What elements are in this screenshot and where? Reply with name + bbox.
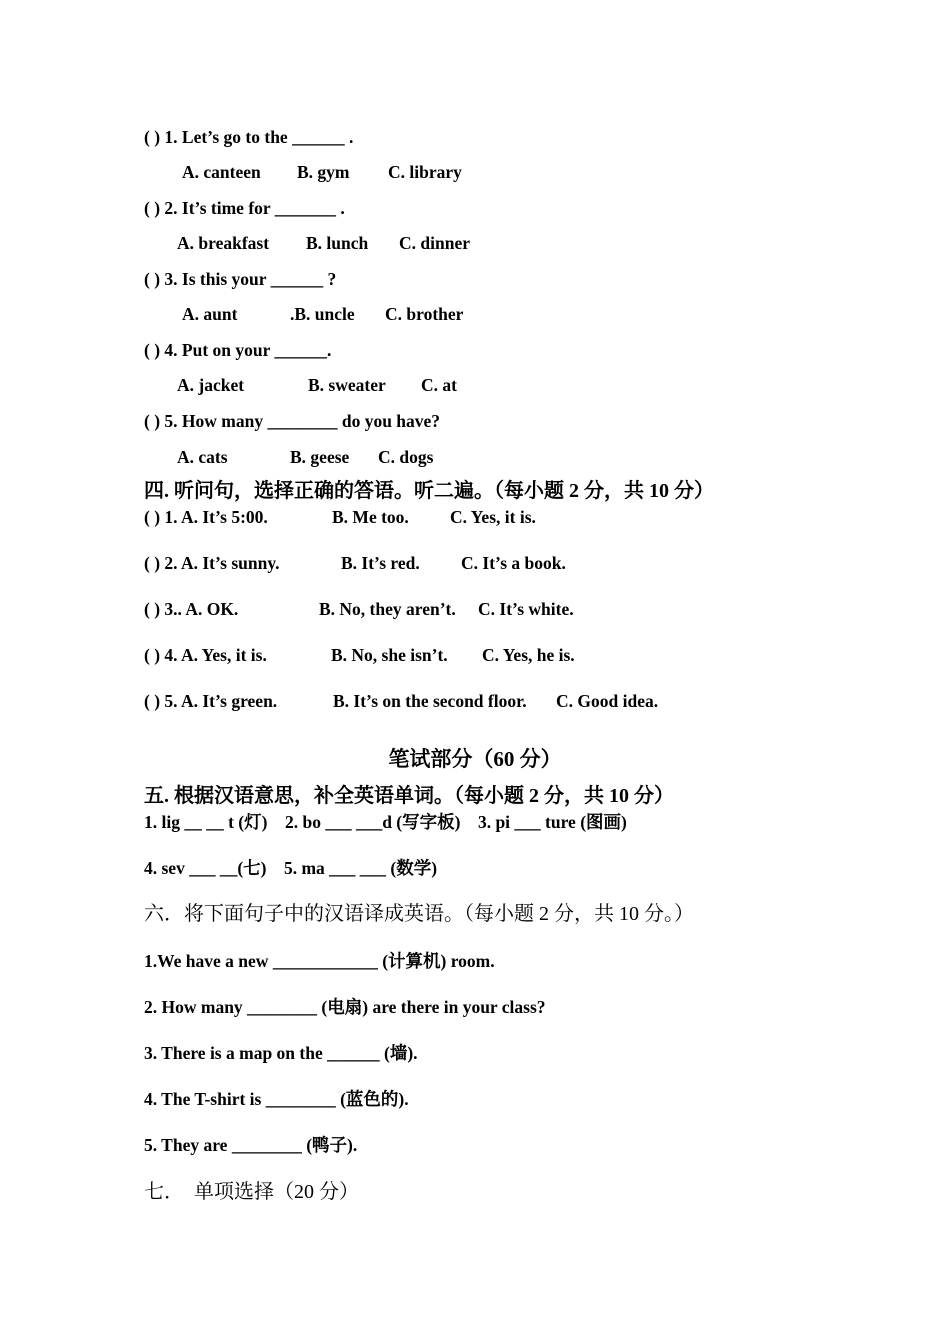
q3-1-option-c: C. library: [388, 162, 462, 182]
q4-1-option-a: ( ) 1. A. It’s 5:00.: [144, 507, 268, 527]
q3-3-option-b: .B. uncle: [290, 304, 355, 324]
section-5-heading: 五. 根据汉语意思，补全英语单词。（每小题 2 分，共 10 分）: [144, 785, 674, 807]
q3-5-stem: ( ) 5. How many ________ do you have?: [144, 411, 441, 431]
q4-3-option-b: B. No, they aren’t.: [319, 599, 456, 619]
q4-4-option-c: C. Yes, he is.: [482, 645, 575, 665]
section-6-item-2: 2. How many ________ (电扇) are there in your class?: [144, 997, 546, 1017]
q4-4-option-a: ( ) 4. A. Yes, it is.: [144, 645, 267, 665]
q4-3-option-a: ( ) 3.. A. OK.: [144, 599, 239, 619]
q3-5-option-c: C. dogs: [378, 447, 434, 467]
q3-3-option-c: C. brother: [385, 304, 464, 324]
q4-1-option-c: C. Yes, it is.: [450, 507, 536, 527]
section-4-heading: 四. 听问句，选择正确的答语。听二遍。（每小题 2 分，共 10 分）: [144, 480, 714, 502]
q3-2-stem: ( ) 2. It’s time for _______ .: [144, 198, 345, 218]
q4-2-option-b: B. It’s red.: [341, 553, 420, 573]
q3-1-option-b: B. gym: [297, 162, 350, 182]
q3-1-stem: ( ) 1. Let’s go to the ______ .: [144, 127, 354, 147]
q3-4-option-a: A. jacket: [177, 375, 245, 395]
q3-3-option-a: A. aunt: [182, 304, 238, 324]
q3-4-option-b: B. sweater: [308, 375, 386, 395]
q4-2-option-a: ( ) 2. A. It’s sunny.: [144, 553, 280, 573]
q3-1-option-a: A. canteen: [182, 162, 261, 182]
q3-2-option-a: A. breakfast: [177, 233, 270, 253]
q4-5-option-a: ( ) 5. A. It’s green.: [144, 691, 278, 711]
q3-4-stem: ( ) 4. Put on your ______.: [144, 340, 332, 360]
section-5-row-1: 1. lig __ __ t (灯) 2. bo ___ ___d (写字板) 3. pi ___ ture (图画): [144, 812, 627, 832]
section-6-item-1: 1.We have a new ____________ (计算机) room.: [144, 951, 495, 971]
section-6-item-3: 3. There is a map on the ______ (墙).: [144, 1043, 418, 1063]
written-part-title: 笔试部分（60 分）: [388, 747, 562, 771]
section-6-item-4: 4. The T-shirt is ________ (蓝色的).: [144, 1089, 409, 1109]
q3-4-option-c: C. at: [421, 375, 457, 395]
q3-3-stem: ( ) 3. Is this your ______ ?: [144, 269, 337, 289]
section-6-heading: 六．将下面句子中的汉语译成英语。（每小题 2 分，共 10 分。）: [144, 903, 694, 925]
q3-2-option-c: C. dinner: [399, 233, 470, 253]
q3-2-option-b: B. lunch: [306, 233, 369, 253]
q4-4-option-b: B. No, she isn’t.: [331, 645, 448, 665]
q3-5-option-a: A. cats: [177, 447, 228, 467]
q4-2-option-c: C. It’s a book.: [461, 553, 566, 573]
q4-5-option-b: B. It’s on the second floor.: [333, 691, 527, 711]
section-7-heading: 七． 单项选择（20 分）: [144, 1181, 359, 1203]
q4-5-option-c: C. Good idea.: [556, 691, 659, 711]
section-6-item-5: 5. They are ________ (鸭子).: [144, 1135, 358, 1155]
q4-3-option-c: C. It’s white.: [478, 599, 574, 619]
section-5-row-2: 4. sev ___ __(七) 5. ma ___ ___ (数学): [144, 858, 438, 878]
q3-5-option-b: B. geese: [290, 447, 350, 467]
q4-1-option-b: B. Me too.: [332, 507, 409, 527]
